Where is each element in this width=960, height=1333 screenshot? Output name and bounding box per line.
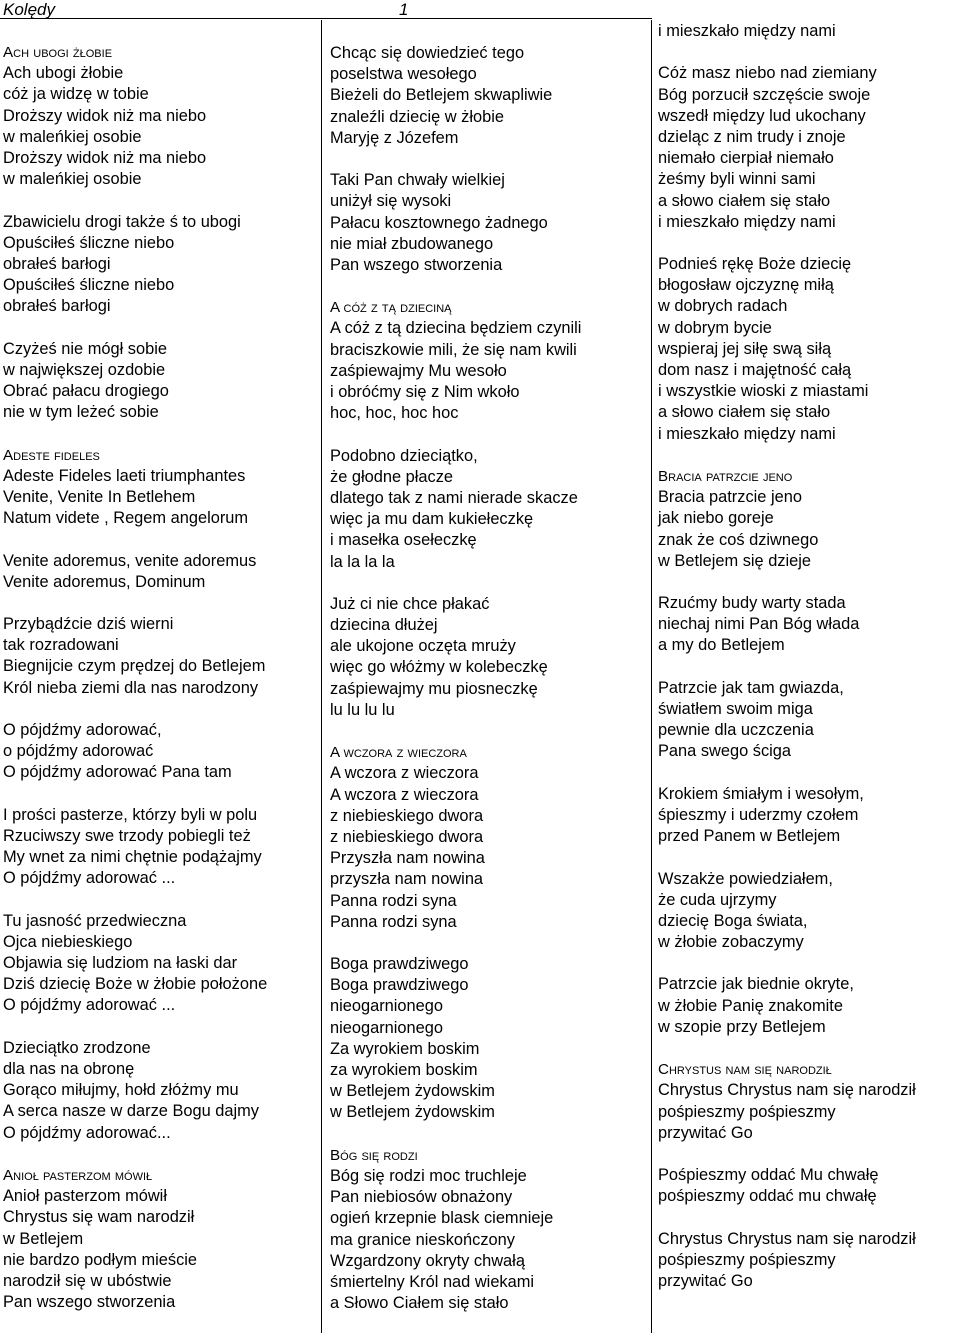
lyric-line: dziecina dłużej [330,616,438,635]
stanza-gap [658,233,958,254]
lyric-line: więc ja mu dam kukiełeczkę [330,510,534,529]
carol-title: A cóż z tą dzieciną [330,299,452,317]
column-1 [3,42,321,1333]
lyric-line: znaleźli dziecię w żłobie [330,107,505,126]
stanza [3,805,321,890]
lyric-line: Za wyrokiem boskim [330,1039,480,1058]
carol-title: Bracia patrzcie jeno [658,467,793,485]
stanza-gap [330,1124,648,1145]
stanza [3,1186,321,1313]
lyric-line: Czyżeś nie mógł sobie [3,339,167,358]
lyric-line: pewnie dla uczczenia [658,721,814,740]
carol-title-block [3,42,321,63]
lyric-line: Anioł pasterzom mówił [3,1187,167,1206]
lyric-line: ale ukojone oczęta mruży [330,637,516,656]
lyric-line: dlatego tak z nami nierade skacze [330,488,578,507]
lyric-line: braciszkowie mili, że się nam kwili [330,340,577,359]
column-3 [658,21,958,1333]
stanza-gap [658,953,958,974]
stanza-gap [330,573,648,594]
stanza [3,466,321,530]
stanza [658,974,958,1038]
lyric-line: więc go włóżmy w kolebeczkę [330,658,548,677]
lyric-line: pośpieszmy pośpieszmy [658,1250,836,1269]
lyric-line: i mieszkało między nami [658,424,836,443]
lyric-line: A wczora z wieczora [330,785,479,804]
stanza [658,1165,958,1207]
lyric-line: dzieląc z nim trudy i znoje [658,127,846,146]
lyric-line: Już ci nie chce płakać [330,594,490,613]
stanza-gap [658,445,958,466]
stanza-gap [3,190,321,211]
stanza [330,1166,648,1314]
lyric-line: Podobno dzieciątko, [330,446,478,465]
lyric-line: Gorąco miłujmy, hołd złóżmy mu [3,1081,239,1100]
lyric-line: i wszystkie wioski z miastami [658,382,869,401]
lyric-line: Podnieś rękę Boże dziecię [658,255,852,274]
lyric-line: Wzgardzony okryty chwałą [330,1251,525,1270]
lyric-line: Wszakże powiedziałem, [658,869,833,888]
lyric-line: la la la la [330,552,395,571]
stanza [658,1229,958,1293]
lyric-line: pośpieszmy pośpieszmy [658,1102,836,1121]
lyric-line: Natum videte , Regem angelorum [3,509,249,528]
lyric-line: niemało cierpiał niemało [658,149,834,168]
stanza [3,1038,321,1144]
stanza [330,318,648,424]
stanza [330,763,648,933]
lyric-line: Venite, Venite In Betlehem [3,487,196,506]
lyric-line: Bracia patrzcie jeno [658,488,802,507]
lyric-line: w Betlejem żydowskim [330,1103,495,1122]
lyric-line: A cóż z tą dziecina będziem czynili [330,319,582,338]
lyric-line: w żłobie Panię znakomite [658,996,843,1015]
lyric-line: lu lu lu lu [330,700,395,719]
stanza-gap [658,847,958,868]
lyric-line: nieogarnionego [330,997,444,1016]
stanza [658,254,958,445]
lyric-line: a słowo ciałem się stało [658,191,831,210]
lyric-line: przywitać Go [658,1272,753,1291]
lyric-line: A serca nasze w darze Bogu dajmy [3,1102,260,1121]
lyric-line: z niebieskiego dwora [330,827,484,846]
lyric-line: jak niebo goreje [658,509,774,528]
lyric-line: Panna rodzi syna [330,891,457,910]
lyric-line: hoc, hoc, hoc hoc [330,404,459,423]
stanza [330,954,648,1124]
header-rule [0,18,652,19]
column-divider [651,20,652,1333]
carol-title-block [330,297,648,318]
lyric-line: przywitać Go [658,1123,753,1142]
lyric-line: Zbawicielu drogi także ś to ubogi [3,212,241,231]
lyric-line: O pójdźmy adorować ... [3,996,176,1015]
lyric-line: Bóg się rodzi moc truchleje [330,1166,527,1185]
lyric-line: w Betlejem się dzieje [658,551,812,570]
lyric-line: Rzuciwszy swe trzody pobiegli też [3,826,251,845]
lyric-line: Patrzcie jak biednie okryte, [658,975,854,994]
lyric-line: znak że coś dziwnego [658,530,819,549]
lyric-line: Droższy widok niż ma niebo [3,106,207,125]
stanza [658,678,958,763]
lyric-line: Pośpieszmy oddać Mu chwałę [658,1166,879,1185]
lyric-line: Opuściłeś śliczne niebo [3,276,175,295]
lyric-line: Venite adoremus, venite adoremus [3,551,257,570]
lyric-line: Tu jasność przedwieczna [3,911,187,930]
stanza [658,784,958,848]
lyric-line: zaśpiewajmy mu piosneczkę [330,679,538,698]
carol-title: Chrystus nam się narodził [658,1061,832,1079]
stanza [330,170,648,276]
lyric-line: Ojca niebieskiego [3,932,133,951]
lyric-line: za wyrokiem boskim [330,1061,478,1079]
stanza-gap [658,572,958,593]
lyric-line: w żłobie zobaczymy [658,933,804,952]
lyric-line: Maryję z Józefem [330,128,459,147]
lyric-line: wszedł między lud ukochany [658,106,866,125]
lyric-line: Panna rodzi syna [330,912,457,931]
lyric-line: niechaj nimi Pan Bóg włada [658,615,860,634]
lyric-line: Boga prawdziwego [330,955,469,974]
lyric-line: Przybądźcie dziś wierni [3,615,174,634]
document-title: Kolędy [3,0,55,19]
lyric-line: Krokiem śmiałym i wesołym, [658,784,864,803]
stanza-gap [3,1144,321,1165]
stanza [658,593,958,657]
lyric-line: Chrystus się wam narodził [3,1208,195,1227]
lyric-line: w Betlejem [3,1229,84,1248]
lyric-line: uniżył się wysoki [330,192,452,211]
lyric-line: tak rozradowani [3,636,119,655]
lyric-line: w szopie przy Betlejem [658,1017,826,1036]
lyric-line: Taki Pan chwały wielkiej [330,171,505,190]
lyric-line: Chrystus Chrystus nam się narodził [658,1081,916,1100]
stanza [3,63,321,190]
column-2 [330,43,648,1333]
lyric-line: Bieżeli do Betlejem skwapliwie [330,86,553,105]
lyric-line: o pójdźmy adorować [3,742,154,761]
carol-title-block [658,1059,958,1080]
lyric-line: przed Panem w Betlejem [658,827,841,846]
stanza-gap [3,890,321,911]
lyric-line: Pałacu kosztownego żadnego [330,213,548,232]
lyric-line: pośpieszmy oddać mu chwałę [658,1187,877,1206]
stanza-gap [3,784,321,805]
carol-title-block [3,445,321,466]
lyric-line: światłem swoim miga [658,700,813,718]
lyric-line: Dzieciątko zrodzone [3,1038,151,1057]
stanza [658,21,958,42]
stanza-gap [330,149,648,170]
lyric-line: Obrać pałacu drogiego [3,382,169,400]
lyric-line: dom nasz i majętność całą [658,361,852,379]
lyric-line: w Betlejem żydowskim [330,1082,495,1101]
lyric-line: Bóg porzucił szczęście swoje [658,85,871,104]
column-divider [321,20,322,1333]
lyric-line: nie bardzo podłym mieście [3,1250,198,1269]
lyric-line: O pójdźmy adorować, [3,721,162,739]
carol-title: A wczora z wieczora [330,744,467,762]
stanza-gap [658,1208,958,1229]
lyric-line: Venite adoremus, Dominum [3,572,206,591]
page-header [0,0,960,20]
lyric-line: Pan wszego stworzenia [3,1293,176,1312]
stanza [3,212,321,318]
stanza [3,339,321,424]
lyric-line: Opuściłeś śliczne niebo [3,233,175,252]
lyric-line: Objawia się ludziom na łaski dar [3,954,238,973]
lyric-line: Biegnijcie czym prędzej do Betlejem [3,657,266,676]
lyric-line: i mieszkało między nami [658,212,836,231]
lyric-line: poselstwa wesołego [330,65,477,84]
lyric-line: Boga prawdziwego [330,976,469,995]
lyric-line: śpieszmy i uderzmy czołem [658,805,859,824]
lyric-line: że cuda ujrzymy [658,890,777,909]
lyric-line: obrałeś barłogi [3,297,111,316]
lyric-line: O pójdźmy adorować... [3,1123,171,1142]
stanza-gap [3,317,321,338]
stanza-gap [330,721,648,742]
lyric-line: a słowo ciałem się stało [658,403,831,422]
lyric-line: a Słowo Ciałem się stało [330,1294,509,1313]
lyric-line: Król nieba ziemi dla nas narodzony [3,678,259,697]
stanza [3,911,321,1017]
stanza-gap [330,276,648,297]
stanza [658,487,958,572]
stanza [330,594,648,721]
stanza-gap [3,423,321,444]
stanza [658,1080,958,1144]
stanza [3,614,321,699]
lyric-line: Ach ubogi żłobie [3,64,124,83]
carol-title-block [3,1165,321,1186]
lyric-line: Pan wszego stworzenia [330,255,503,274]
page-number: 1 [399,0,409,19]
stanza-gap [330,424,648,445]
lyric-line: w maleńkiej osobie [3,170,142,189]
carol-title-block [658,466,958,487]
lyric-line: O pójdźmy adorować Pana tam [3,763,232,782]
lyric-line: i masełka osełeczkę [330,531,477,550]
lyric-line: ma granice nieskończony [330,1230,515,1249]
stanza-gap [3,1017,321,1038]
lyric-line: ogień krzepnie blask ciemnieje [330,1209,554,1228]
lyric-line: wspieraj jej siłę swą siłą [658,339,832,358]
stanza-gap [658,763,958,784]
lyric-line: Rzućmy budy warty stada [658,594,846,613]
carol-title: Ach ubogi żłobie [3,44,113,61]
lyric-line: Dziś dziecię Boże w żłobie położone [3,975,268,994]
lyric-line: i mieszkało między nami [658,22,836,40]
carol-title: Adeste fideles [3,446,100,464]
lyric-line: śmiertelny Król nad wiekami [330,1272,535,1291]
lyric-line: a my do Betlejem [658,636,785,655]
lyric-line: Pana swego ściga [658,742,792,761]
lyric-line: z niebieskiego dwora [330,806,484,825]
lyric-line: zaśpiewajmy Mu wesoło [330,361,507,380]
stanza-gap [658,657,958,678]
lyric-line: narodził się w ubóstwie [3,1271,172,1290]
lyric-line: A wczora z wieczora [330,764,479,783]
lyric-line: I prości pasterze, którzy byli w polu [3,805,258,824]
stanza-gap [330,933,648,954]
lyric-line: nieogarnionego [330,1018,444,1037]
stanza-gap [3,593,321,614]
lyric-line: żeśmy byli winni sami [658,170,816,189]
lyric-line: błogosław ojczyznę miłą [658,276,834,295]
lyric-line: Cóż masz niebo nad ziemiany [658,64,877,83]
stanza-gap [658,1038,958,1059]
lyric-line: w dobrym bycie [658,318,772,337]
stanza-gap [658,1144,958,1165]
lyric-line: i obróćmy się z Nim wkoło [330,383,520,401]
lyric-line: obrałeś barłogi [3,254,111,273]
carol-title-block [330,742,648,763]
carol-title: Bóg się rodzi [330,1146,418,1164]
lyric-line: w dobrych radach [658,297,788,316]
lyric-line: nie miał zbudowanego [330,234,494,253]
lyric-line: Adeste Fideles laeti triumphantes [3,466,246,485]
stanza-gap [3,529,321,550]
lyric-line: Chrystus Chrystus nam się narodził [658,1229,916,1248]
stanza-gap [658,42,958,63]
lyric-line: O pójdźmy adorować ... [3,869,176,888]
stanza [3,551,321,593]
lyric-line: Pan niebiosów obnażony [330,1188,513,1207]
lyric-line: cóż ja widzę w tobie [3,85,149,104]
lyric-line: nie w tym leżeć sobie [3,403,159,422]
lyric-line: dziecię Boga świata, [658,911,808,930]
lyric-line: Przyszła nam nowina [330,849,485,868]
stanza-gap [3,699,321,720]
stanza [330,446,648,573]
stanza [658,63,958,233]
stanza [3,720,321,784]
lyric-line: w największej ozdobie [3,360,166,379]
lyric-line: Droższy widok niż ma niebo [3,148,207,167]
lyric-line: Chcąc się dowiedzieć tego [330,44,525,62]
stanza [658,869,958,954]
lyric-line: Patrzcie jak tam gwiazda, [658,678,844,697]
lyric-line: dla nas na obronę [3,1060,135,1078]
stanza [330,43,648,149]
lyric-line: przyszła nam nowina [330,870,484,889]
lyric-line: w maleńkiej osobie [3,127,142,146]
carol-title-block [330,1145,648,1166]
lyric-line: że głodne płacze [330,467,454,486]
carol-title: Anioł pasterzom mówił [3,1166,153,1184]
lyric-line: My wnet za nimi chętnie podążajmy [3,848,262,867]
